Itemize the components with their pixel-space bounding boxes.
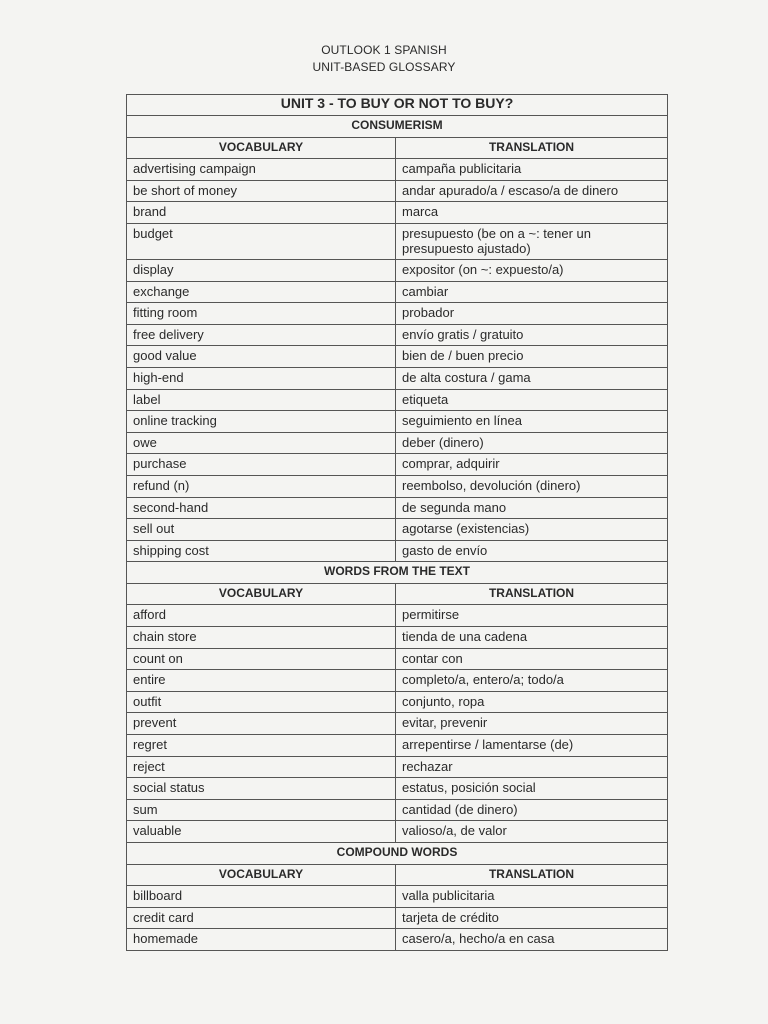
table-row bbox=[127, 159, 668, 181]
section-title: WORDS FROM THE TEXT bbox=[127, 562, 668, 584]
translation-term: contar con bbox=[396, 648, 668, 670]
translation-term: reembolso, devolución (dinero) bbox=[396, 475, 668, 497]
table-row bbox=[127, 799, 668, 821]
translation-term: estatus, posición social bbox=[396, 778, 668, 800]
vocabulary-term: prevent bbox=[127, 713, 396, 735]
vocabulary-term: display bbox=[127, 259, 396, 281]
translation-term: comprar, adquirir bbox=[396, 454, 668, 476]
vocabulary-column-header: VOCABULARY bbox=[127, 583, 396, 605]
translation-term: cambiar bbox=[396, 281, 668, 303]
translation-term: valla publicitaria bbox=[396, 886, 668, 908]
translation-term: de segunda mano bbox=[396, 497, 668, 519]
section-title-row bbox=[127, 843, 668, 865]
vocabulary-term: purchase bbox=[127, 454, 396, 476]
translation-term: conjunto, ropa bbox=[396, 691, 668, 713]
course-title: OUTLOOK 1 SPANISH bbox=[321, 43, 447, 57]
vocabulary-term: shipping cost bbox=[127, 540, 396, 562]
table-row bbox=[127, 411, 668, 433]
vocabulary-term: billboard bbox=[127, 886, 396, 908]
vocabulary-term: owe bbox=[127, 432, 396, 454]
vocabulary-term: label bbox=[127, 389, 396, 411]
vocabulary-term: regret bbox=[127, 735, 396, 757]
table-row bbox=[127, 691, 668, 713]
vocabulary-term: refund (n) bbox=[127, 475, 396, 497]
vocabulary-term: social status bbox=[127, 778, 396, 800]
table-row bbox=[127, 259, 668, 281]
translation-term: arrepentirse / lamentarse (de) bbox=[396, 735, 668, 757]
page-header bbox=[0, 42, 768, 76]
translation-term: campaña publicitaria bbox=[396, 159, 668, 181]
vocabulary-term: homemade bbox=[127, 929, 396, 951]
vocabulary-term: budget bbox=[127, 223, 396, 259]
unit-title: UNIT 3 - TO BUY OR NOT TO BUY? bbox=[127, 95, 668, 116]
table-row bbox=[127, 929, 668, 951]
vocabulary-term: advertising campaign bbox=[127, 159, 396, 181]
translation-term: tienda de una cadena bbox=[396, 627, 668, 649]
column-header-row bbox=[127, 137, 668, 159]
vocabulary-column-header: VOCABULARY bbox=[127, 137, 396, 159]
table-row bbox=[127, 778, 668, 800]
table-row bbox=[127, 627, 668, 649]
vocabulary-term: credit card bbox=[127, 907, 396, 929]
translation-term: seguimiento en línea bbox=[396, 411, 668, 433]
translation-term: tarjeta de crédito bbox=[396, 907, 668, 929]
section-title: COMPOUND WORDS bbox=[127, 843, 668, 865]
table-row bbox=[127, 389, 668, 411]
vocabulary-term: good value bbox=[127, 346, 396, 368]
table-row bbox=[127, 324, 668, 346]
translation-term: presupuesto (be on a ~: tener un presupuesto ajustado) bbox=[396, 223, 668, 259]
table-row bbox=[127, 223, 668, 259]
vocabulary-term: afford bbox=[127, 605, 396, 627]
vocabulary-term: sell out bbox=[127, 519, 396, 541]
translation-term: etiqueta bbox=[396, 389, 668, 411]
vocabulary-term: second-hand bbox=[127, 497, 396, 519]
vocabulary-term: brand bbox=[127, 202, 396, 224]
vocabulary-term: be short of money bbox=[127, 180, 396, 202]
vocabulary-term: valuable bbox=[127, 821, 396, 843]
table-row bbox=[127, 454, 668, 476]
glossary-subtitle: UNIT-BASED GLOSSARY bbox=[312, 60, 456, 74]
translation-term: andar apurado/a / escaso/a de dinero bbox=[396, 180, 668, 202]
translation-term: envío gratis / gratuito bbox=[396, 324, 668, 346]
vocabulary-term: count on bbox=[127, 648, 396, 670]
unit-title-row bbox=[127, 95, 668, 116]
translation-term: completo/a, entero/a; todo/a bbox=[396, 670, 668, 692]
vocabulary-term: sum bbox=[127, 799, 396, 821]
glossary-table bbox=[126, 94, 668, 951]
table-row bbox=[127, 180, 668, 202]
translation-term: deber (dinero) bbox=[396, 432, 668, 454]
table-row bbox=[127, 821, 668, 843]
translation-term: probador bbox=[396, 303, 668, 325]
translation-term: bien de / buen precio bbox=[396, 346, 668, 368]
table-row bbox=[127, 475, 668, 497]
vocabulary-term: entire bbox=[127, 670, 396, 692]
table-row bbox=[127, 713, 668, 735]
vocabulary-term: chain store bbox=[127, 627, 396, 649]
translation-column-header: TRANSLATION bbox=[396, 864, 668, 886]
vocabulary-term: high-end bbox=[127, 367, 396, 389]
translation-term: agotarse (existencias) bbox=[396, 519, 668, 541]
section-title-row bbox=[127, 116, 668, 138]
vocabulary-term: fitting room bbox=[127, 303, 396, 325]
section-title-row bbox=[127, 562, 668, 584]
translation-term: expositor (on ~: expuesto/a) bbox=[396, 259, 668, 281]
column-header-row bbox=[127, 864, 668, 886]
vocabulary-term: exchange bbox=[127, 281, 396, 303]
vocabulary-term: online tracking bbox=[127, 411, 396, 433]
translation-term: valioso/a, de valor bbox=[396, 821, 668, 843]
translation-term: evitar, prevenir bbox=[396, 713, 668, 735]
table-row bbox=[127, 303, 668, 325]
table-row bbox=[127, 605, 668, 627]
vocabulary-column-header: VOCABULARY bbox=[127, 864, 396, 886]
translation-term: cantidad (de dinero) bbox=[396, 799, 668, 821]
table-row bbox=[127, 346, 668, 368]
table-row bbox=[127, 735, 668, 757]
translation-column-header: TRANSLATION bbox=[396, 583, 668, 605]
table-row bbox=[127, 202, 668, 224]
table-row bbox=[127, 519, 668, 541]
table-row bbox=[127, 886, 668, 908]
translation-column-header: TRANSLATION bbox=[396, 137, 668, 159]
table-row bbox=[127, 670, 668, 692]
table-row bbox=[127, 367, 668, 389]
table-row bbox=[127, 540, 668, 562]
table-row bbox=[127, 281, 668, 303]
vocabulary-term: reject bbox=[127, 756, 396, 778]
section-title: CONSUMERISM bbox=[127, 116, 668, 138]
vocabulary-term: outfit bbox=[127, 691, 396, 713]
translation-term: gasto de envío bbox=[396, 540, 668, 562]
translation-term: marca bbox=[396, 202, 668, 224]
translation-term: permitirse bbox=[396, 605, 668, 627]
table-row bbox=[127, 432, 668, 454]
table-row bbox=[127, 497, 668, 519]
table-row bbox=[127, 756, 668, 778]
translation-term: rechazar bbox=[396, 756, 668, 778]
table-row bbox=[127, 648, 668, 670]
translation-term: de alta costura / gama bbox=[396, 367, 668, 389]
table-row bbox=[127, 907, 668, 929]
vocabulary-term: free delivery bbox=[127, 324, 396, 346]
glossary-body bbox=[127, 95, 668, 951]
translation-term: casero/a, hecho/a en casa bbox=[396, 929, 668, 951]
column-header-row bbox=[127, 583, 668, 605]
